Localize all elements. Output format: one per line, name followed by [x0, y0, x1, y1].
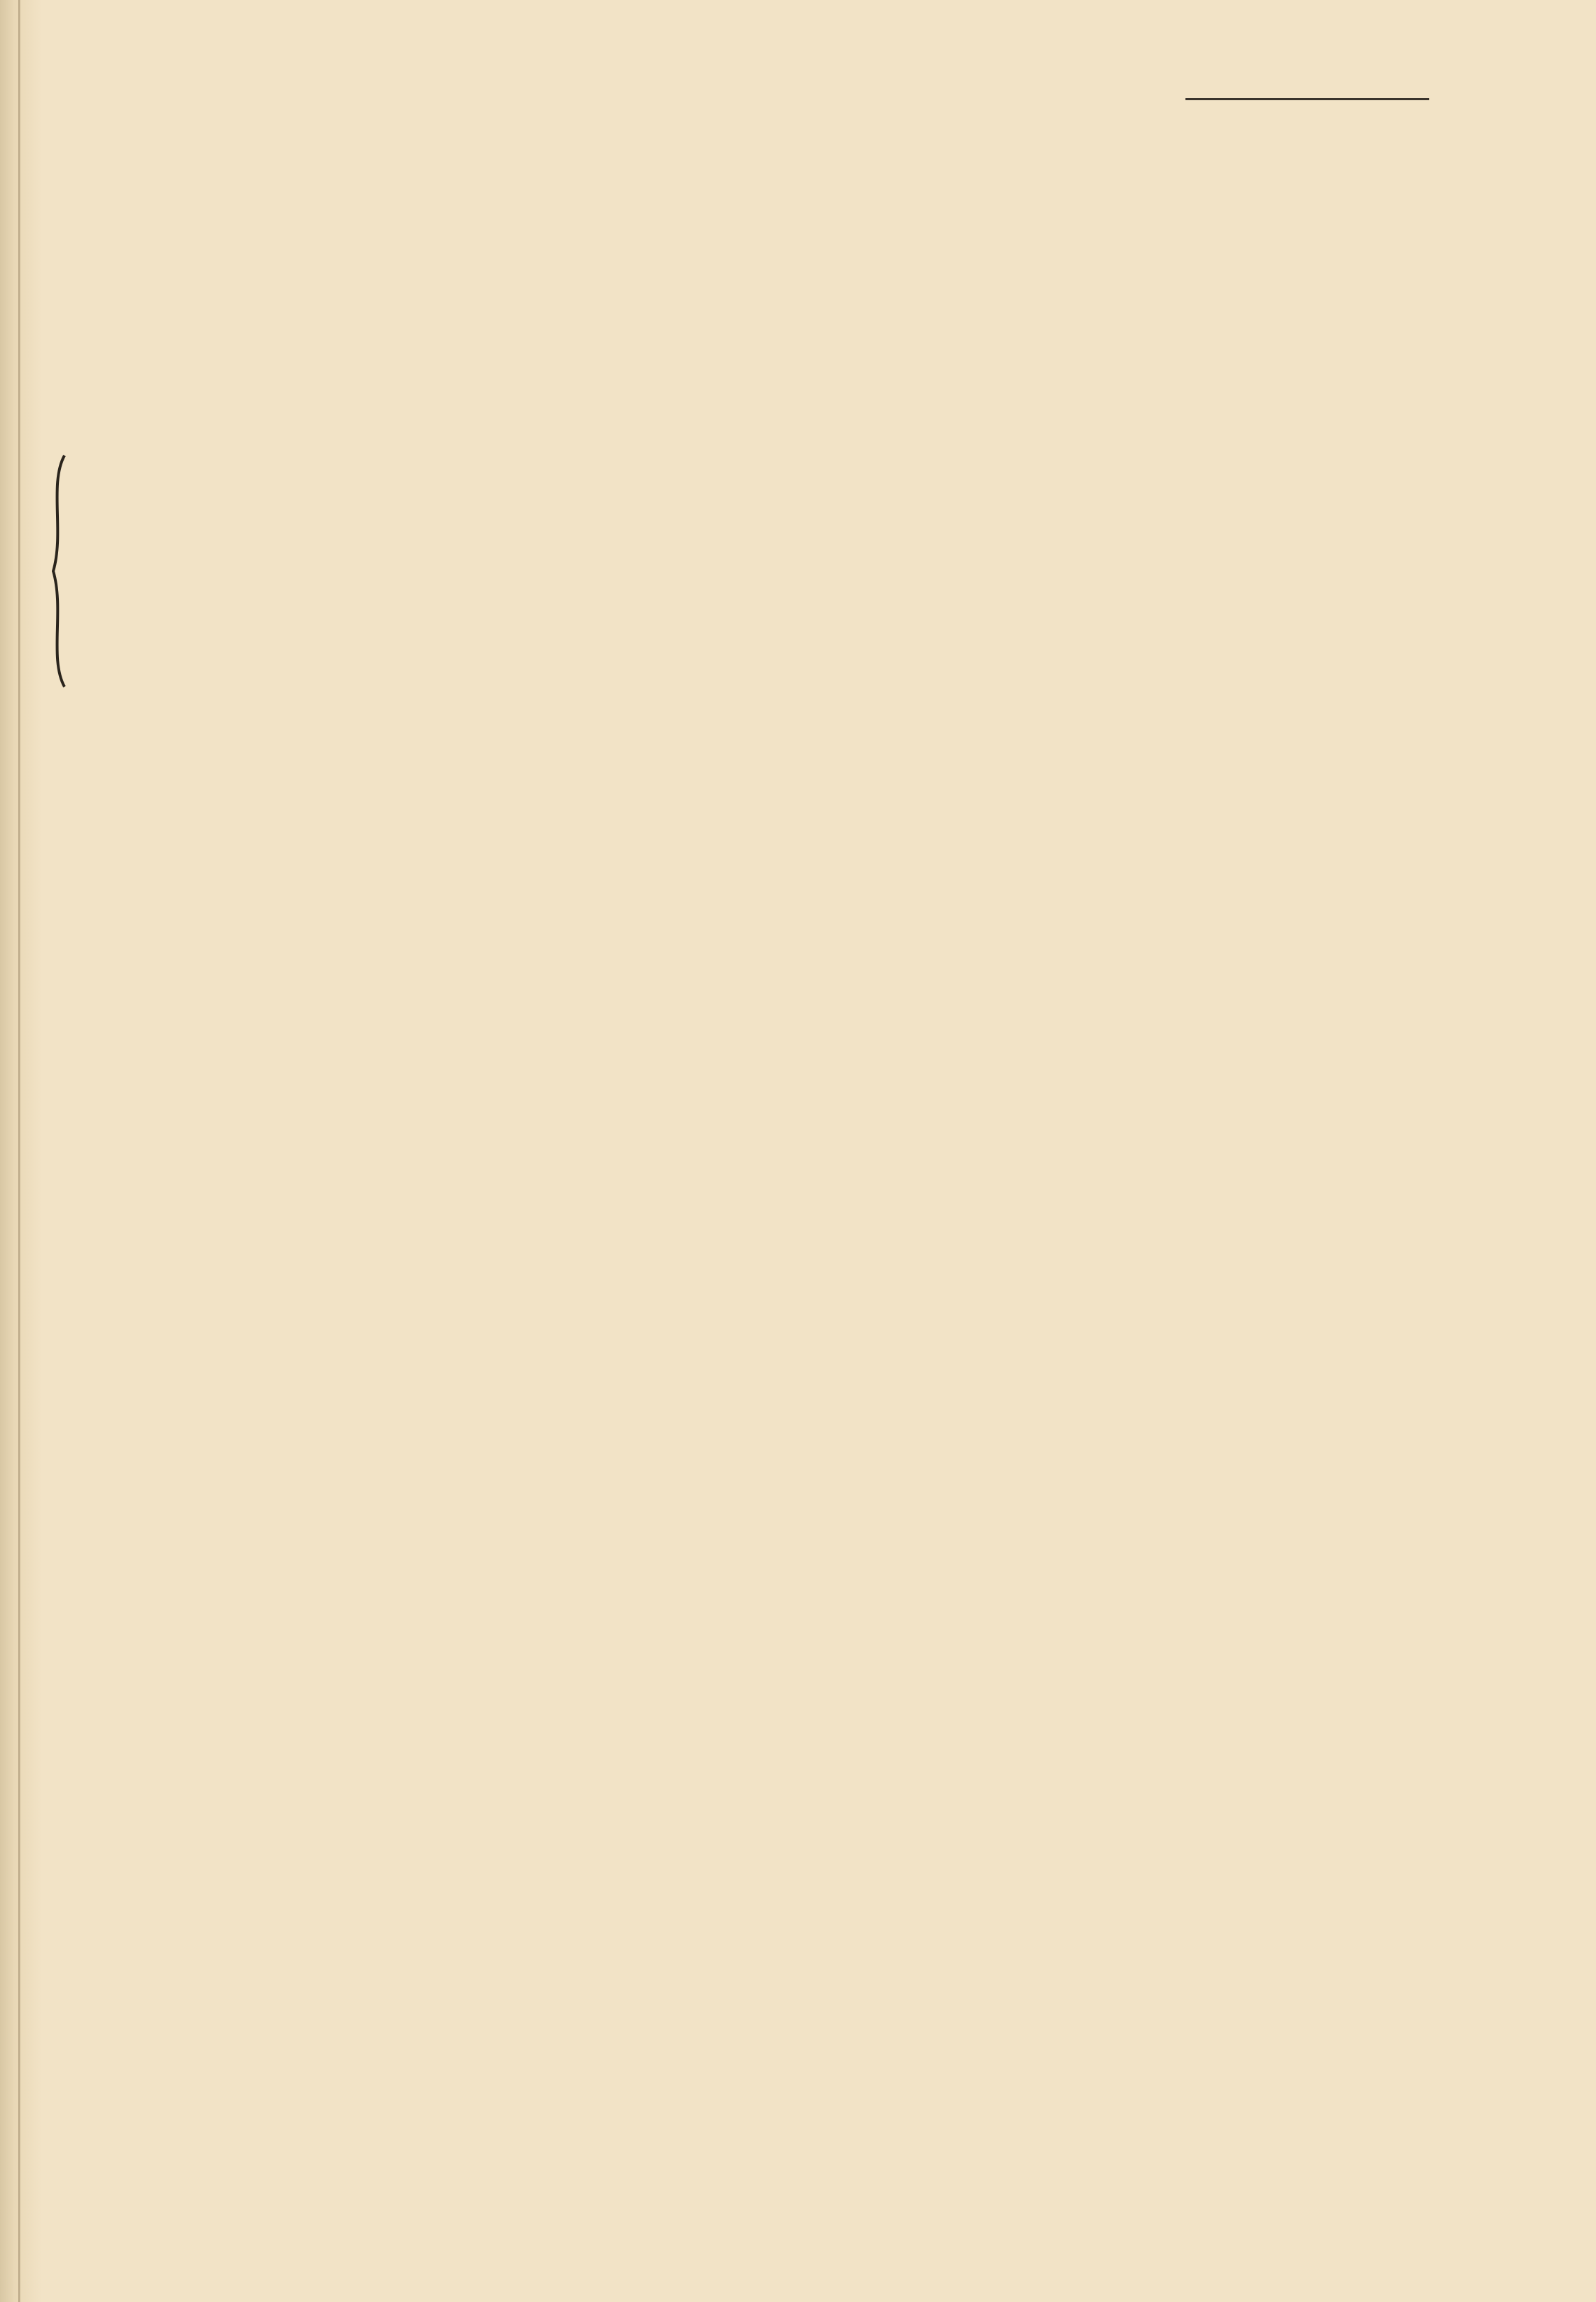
top-lyrics-line: [0, 261, 1596, 296]
top-hymn-verse-3: [779, 769, 845, 805]
hymn-288-lyrics-line-2: [0, 1694, 1596, 1729]
hymn-288-verse-2: [84, 1878, 146, 1914]
hymn-288-score: [0, 1191, 1596, 1857]
hymn-288-lyrics-line-1: [0, 1356, 1596, 1391]
top-hymn-verse-2: [111, 769, 172, 805]
system-brace: [53, 455, 64, 687]
hymn-288-verse-3: [84, 2039, 146, 2075]
hymn-288-verse-4: [722, 1968, 783, 2003]
top-hymn-score: [0, 0, 1596, 785]
